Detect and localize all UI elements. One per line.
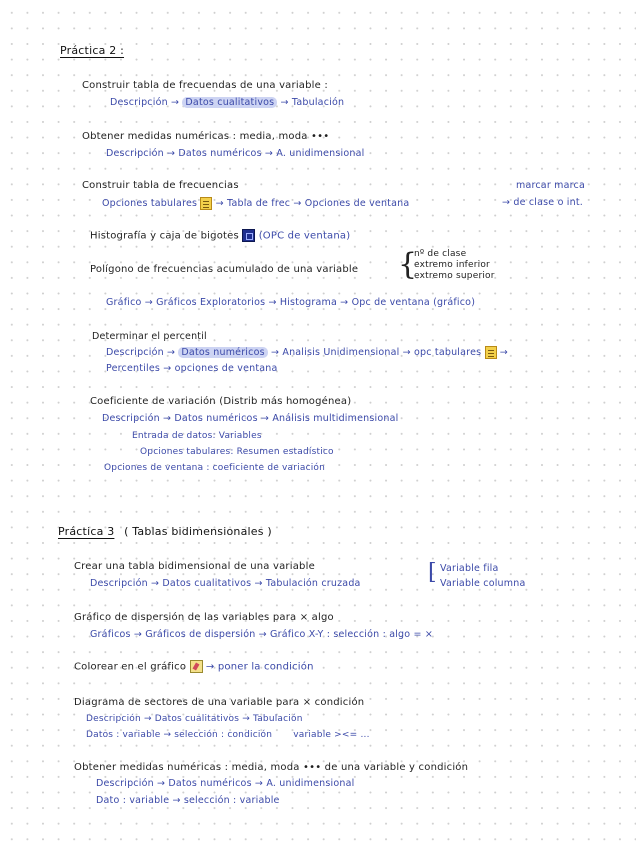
p2-s5-list-item: nº de clase — [414, 249, 467, 259]
p2-s6-path — [106, 346, 508, 359]
p2-s5-path: Gráfico → Gráficos Exploratorios → Histograma → Opc de ventana (gráfico) — [106, 297, 476, 308]
p3-s1-list-item: Variable fila — [440, 563, 499, 574]
p2-s1-heading: Construir tabla de frecuendas de una variable : — [82, 80, 328, 91]
tabular-options-icon — [200, 197, 212, 210]
p2-s3-path-start: Opciones tabulares — [102, 198, 198, 209]
practice-3-header — [58, 526, 272, 538]
p2-s4-suffix: (OPC de ventana) — [258, 230, 351, 242]
p2-s4-heading: Histografía y caja de bigotes — [90, 230, 239, 242]
p3-s3-heading: Colorear en el gráfico — [74, 661, 187, 673]
p2-s6-highlight: Datos numéricos — [178, 347, 267, 358]
p2-s7-heading: Coeficiente de variación (Distrib más homogénea) — [90, 396, 352, 407]
p2-s5-list-item: extremo inferior — [414, 260, 490, 270]
p3-s4-path-2-start: Datos : variable → selección : condición — [86, 730, 273, 740]
p2-s3-note-2: → de clase o int. — [502, 197, 584, 208]
p2-s5-list-item: extremo superior — [414, 271, 495, 281]
p2-s6-path-end: → — [499, 347, 508, 358]
p3-s5-heading: Obtener medidas numéricas : media, moda ••• de una variable y condición — [74, 762, 469, 773]
p3-s4-path: Descripción → Datos cualitativos → Tabulación — [86, 714, 303, 724]
tabular-options-icon — [485, 346, 497, 359]
p3-s4-path-2 — [86, 729, 370, 741]
p2-s7-path: Descripción → Datos numéricos → Análisis multidimensional — [102, 413, 399, 424]
p2-s7-sub-3: Opciones de ventana : coeficiente de variación — [104, 463, 326, 473]
p2-s2-path: Descripción → Datos numéricos → A. unidimensional — [106, 148, 365, 159]
p2-s1-path-start: Descripción → — [110, 97, 180, 108]
p2-s4-row — [90, 229, 350, 243]
p2-s3-path — [102, 197, 409, 210]
practice-2-title: Práctica 2 : — [60, 44, 125, 57]
p2-s7-sub-1: Entrada de datos: Variables — [132, 431, 262, 441]
p2-s5-brace: { — [398, 247, 418, 282]
p2-s1-path — [110, 97, 344, 109]
p2-s6-path-start: Descripción → — [106, 347, 176, 358]
p2-s6-path-2: Percentiles → opciones de ventana — [106, 363, 278, 374]
p2-s3-path-end: → Tabla de frec → Opciones de ventana — [215, 198, 410, 209]
p2-s1-path-end: → Tabulación — [280, 97, 345, 108]
p3-s5-path-2: Dato : variable → selección : variable — [96, 795, 280, 806]
p3-s2-path: Gráficos → Gráficos de dispersión → Gráfico X-Y : selección : algo = × — [90, 629, 434, 640]
p2-s5-heading: Polígono de frecuencias acumulado de una variable — [90, 264, 359, 275]
p2-s6-path-mid: → Analisis Unidimensional → opc tabulares — [270, 347, 482, 358]
p2-s1-highlight: Datos cualitativos — [182, 97, 277, 108]
p3-s3-suffix: → poner la condición — [205, 661, 314, 673]
p2-s6-heading: Determinar el percentil — [92, 331, 207, 342]
p2-s3-note-1: marcar marca — [516, 180, 585, 191]
p3-s1-heading: Crear una tabla bidimensional de una variable — [74, 561, 315, 572]
p3-s2-heading: Gráfico de dispersión de las variables para × algo — [74, 612, 334, 623]
practice-3-subtitle: ( Tablas bidimensionales ) — [124, 525, 272, 538]
p2-s2-heading: Obtener medidas numéricas : media, moda ••• — [82, 131, 330, 142]
p2-s3-heading: Construir tabla de frecuencias — [82, 180, 239, 191]
boxplot-icon — [242, 229, 255, 242]
p3-s3-row — [74, 660, 314, 674]
p3-s5-path: Descripción → Datos numéricos → A. unidimensional — [96, 778, 355, 789]
color-marker-icon — [190, 660, 203, 673]
p3-s4-path-2-end: variable ><= ... — [293, 730, 370, 740]
p3-s1-brace: [ — [428, 560, 437, 585]
p2-s7-sub-2: Opciones tabulares: Resumen estadístico — [140, 447, 334, 457]
p3-s1-path: Descripción → Datos cualitativos → Tabulación cruzada — [90, 578, 361, 589]
p3-s1-list-item: Variable columna — [440, 578, 526, 589]
practice-3-title: Práctica 3 — [58, 525, 115, 538]
p3-s4-heading: Diagrama de sectores de una variable para × condición — [74, 697, 365, 708]
